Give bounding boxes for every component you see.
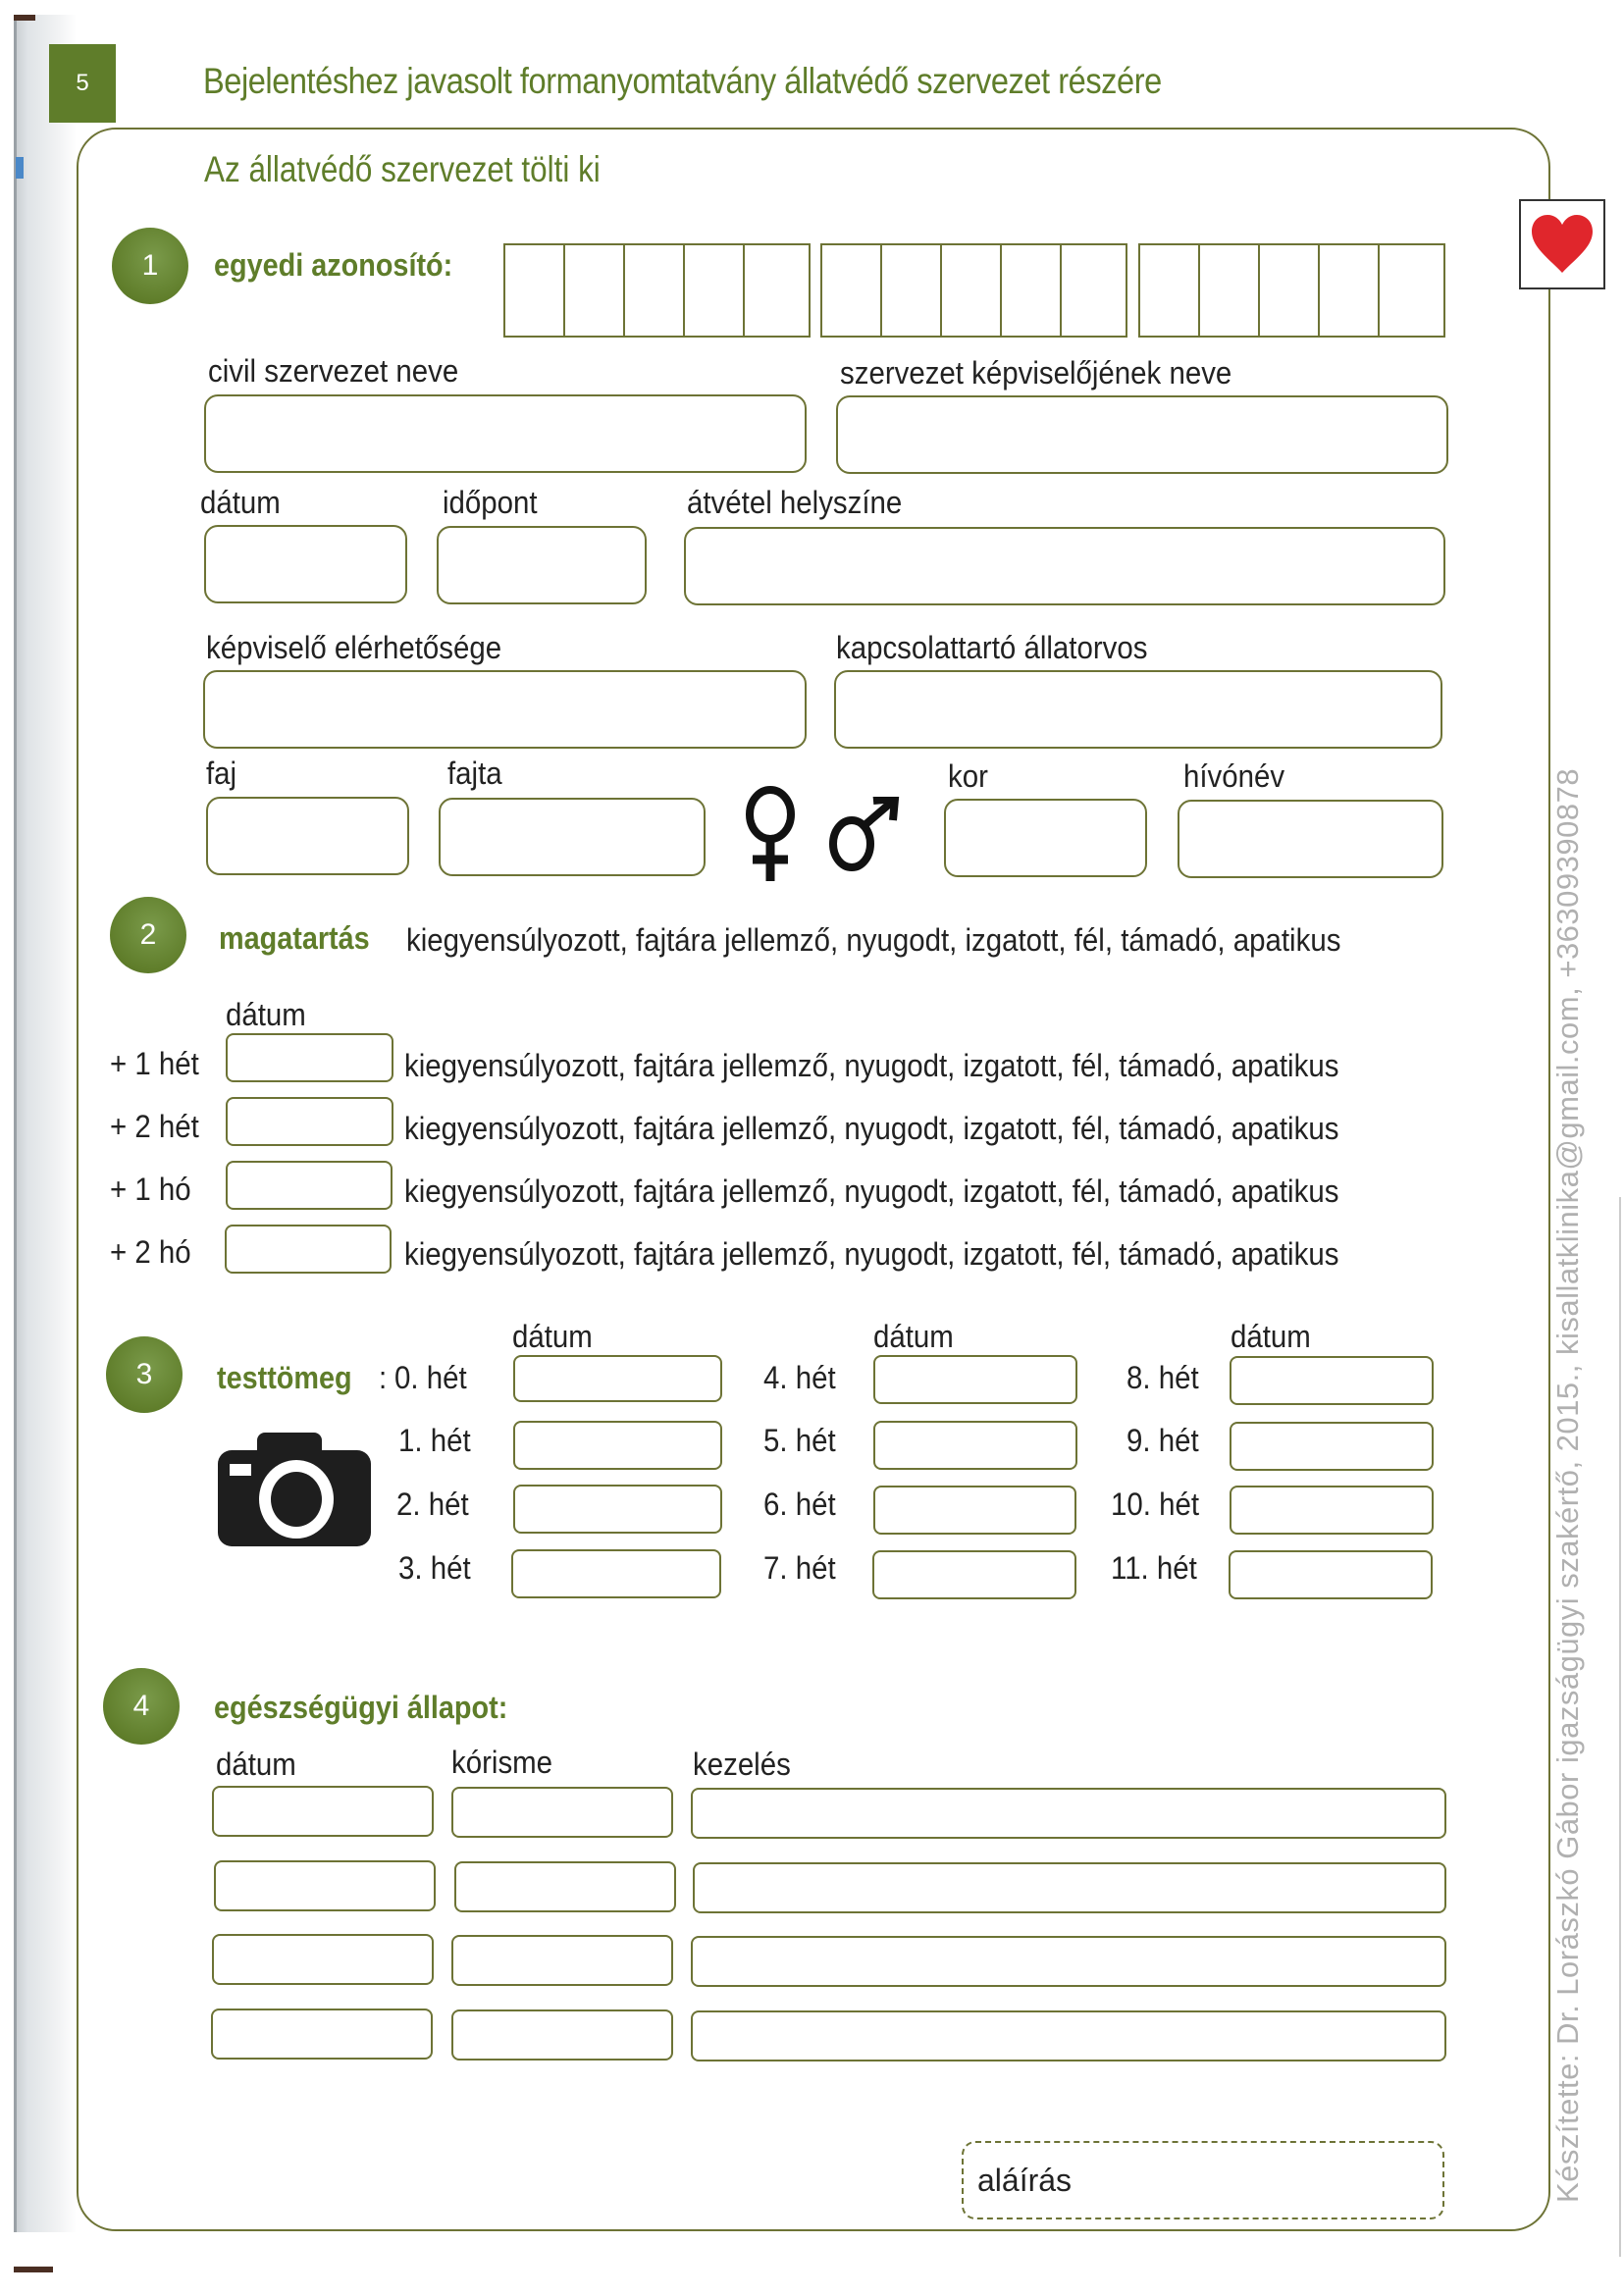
health-diagnosis-field-2[interactable] <box>454 1861 676 1912</box>
id-digit-box[interactable] <box>1062 245 1122 336</box>
female-symbol-icon[interactable] <box>736 785 805 883</box>
health-treatment-header: kezelés <box>693 1747 791 1782</box>
health-date-field-3[interactable] <box>212 1934 434 1985</box>
id-digit-box[interactable] <box>625 245 685 336</box>
health-diagnosis-field-4[interactable] <box>451 2009 673 2061</box>
week-3-label: 3. hét <box>398 1550 471 1586</box>
weight-date-header-1: dátum <box>512 1319 593 1354</box>
age-field[interactable] <box>944 799 1147 877</box>
health-date-field-1[interactable] <box>212 1786 434 1837</box>
week-6-field[interactable] <box>873 1486 1076 1535</box>
age-label: kor <box>948 758 988 794</box>
health-status-label: egészségügyi állapot: <box>214 1690 508 1725</box>
rep-name-label: szervezet képviselőjének neve <box>840 355 1232 391</box>
id-digit-box[interactable] <box>1260 245 1320 336</box>
health-diagnosis-field-1[interactable] <box>451 1787 673 1838</box>
week-1-field[interactable] <box>513 1421 722 1470</box>
org-name-field[interactable] <box>204 394 807 473</box>
id-group-1[interactable] <box>503 243 811 338</box>
health-treatment-field-4[interactable] <box>691 2010 1446 2061</box>
id-digit-box[interactable] <box>745 245 805 336</box>
behavior-date-field-3[interactable] <box>226 1161 393 1210</box>
health-diagnosis-header: kórisme <box>451 1745 553 1780</box>
behavior-date-field-1[interactable] <box>226 1033 393 1082</box>
spine-cover-top <box>14 15 35 21</box>
behavior-period-3: + 1 hó <box>110 1172 191 1207</box>
call-name-label: hívónév <box>1183 758 1285 794</box>
week-4-label: 4. hét <box>763 1360 836 1395</box>
week-9-field[interactable] <box>1230 1422 1434 1471</box>
week-10-label: 10. hét <box>1111 1487 1200 1522</box>
health-treatment-field-3[interactable] <box>691 1936 1446 1987</box>
signature-field[interactable] <box>962 2141 1444 2219</box>
behavior-period-4: + 2 hó <box>110 1234 191 1270</box>
behavior-options-4: kiegyensúlyozott, fajtára jellemző, nyugodt, izgatott, fél, támadó, apatikus <box>404 1236 1339 1272</box>
health-date-field-2[interactable] <box>214 1860 436 1911</box>
behavior-period-2: + 2 hét <box>110 1109 199 1144</box>
week-9-label: 9. hét <box>1126 1423 1199 1458</box>
week-5-label: 5. hét <box>763 1423 836 1458</box>
rep-name-field[interactable] <box>836 395 1448 474</box>
health-date-field-4[interactable] <box>211 2009 433 2060</box>
health-diagnosis-field-3[interactable] <box>451 1935 673 1986</box>
id-digit-box[interactable] <box>685 245 745 336</box>
id-digit-box[interactable] <box>565 245 625 336</box>
id-digit-box[interactable] <box>1320 245 1380 336</box>
week-1-label: 1. hét <box>398 1423 471 1458</box>
heart-tab <box>1519 199 1605 289</box>
breed-field[interactable] <box>439 798 706 876</box>
time-label: időpont <box>443 485 538 520</box>
signature-label: aláírás <box>977 2162 1073 2198</box>
week-0-label: 0. hét <box>394 1360 467 1395</box>
health-treatment-field-2[interactable] <box>693 1862 1446 1913</box>
id-digit-box[interactable] <box>822 245 882 336</box>
week-2-label: 2. hét <box>396 1487 469 1522</box>
species-field[interactable] <box>206 797 409 875</box>
section-3-badge: 3 <box>106 1336 183 1413</box>
week-4-field[interactable] <box>873 1355 1077 1404</box>
section-2-badge: 2 <box>110 897 186 973</box>
spine-bookmark <box>16 157 24 179</box>
id-digit-box[interactable] <box>942 245 1002 336</box>
id-group-2[interactable] <box>820 243 1127 338</box>
behavior-options: kiegyensúlyozott, fajtára jellemző, nyugodt, izgatott, fél, támadó, apatikus <box>406 922 1341 958</box>
week-3-field[interactable] <box>511 1549 721 1598</box>
spine-edge <box>14 15 17 2232</box>
behavior-date-header: dátum <box>226 997 306 1032</box>
spine-cover-bottom <box>14 2267 53 2272</box>
form-subtitle: Az állatvédő szervezet tölti ki <box>204 149 601 189</box>
body-weight-label: testtömeg <box>217 1360 352 1395</box>
health-treatment-field-1[interactable] <box>691 1788 1446 1839</box>
id-digit-box[interactable] <box>1002 245 1062 336</box>
rep-contact-label: képviselő elérhetősége <box>206 630 502 665</box>
week-7-field[interactable] <box>872 1550 1076 1599</box>
week-8-field[interactable] <box>1230 1356 1434 1405</box>
body-weight-separator: : <box>379 1360 388 1395</box>
section-4-badge: 4 <box>103 1668 180 1745</box>
id-group-3[interactable] <box>1138 243 1445 338</box>
book-spine <box>0 15 77 2232</box>
weight-date-header-3: dátum <box>1231 1319 1311 1354</box>
pickup-place-field[interactable] <box>684 527 1445 605</box>
behavior-date-field-2[interactable] <box>226 1097 393 1146</box>
week-8-label: 8. hét <box>1126 1360 1199 1395</box>
week-11-field[interactable] <box>1229 1550 1433 1599</box>
health-date-header: dátum <box>216 1747 296 1782</box>
section-1-badge: 1 <box>112 228 188 304</box>
week-6-label: 6. hét <box>763 1487 836 1522</box>
week-5-field[interactable] <box>873 1421 1077 1470</box>
week-10-field[interactable] <box>1230 1486 1434 1535</box>
breed-label: fajta <box>447 756 502 791</box>
org-name-label: civil szervezet neve <box>208 353 459 389</box>
week-0-field[interactable] <box>513 1355 722 1402</box>
behavior-period-1: + 1 hét <box>110 1046 199 1081</box>
id-digit-box[interactable] <box>1200 245 1260 336</box>
behavior-options-3: kiegyensúlyozott, fajtára jellemző, nyugodt, izgatott, fél, támadó, apatikus <box>404 1174 1339 1209</box>
date-label: dátum <box>200 485 281 520</box>
behavior-date-field-4[interactable] <box>225 1225 392 1274</box>
date-field[interactable] <box>204 525 407 603</box>
page-title: Bejelentéshez javasolt formanyomtatvány állatvédő szervezet részére <box>203 61 1162 101</box>
pickup-place-label: átvétel helyszíne <box>687 485 903 520</box>
id-digit-box[interactable] <box>1380 245 1440 336</box>
heart-icon <box>1530 214 1595 275</box>
male-symbol-icon[interactable] <box>822 797 901 875</box>
call-name-field[interactable] <box>1178 800 1443 878</box>
page-edge-rule <box>1619 1197 1621 2257</box>
species-label: faj <box>206 756 237 791</box>
week-7-label: 7. hét <box>763 1550 836 1586</box>
behavior-options-1: kiegyensúlyozott, fajtára jellemző, nyugodt, izgatott, fél, támadó, apatikus <box>404 1048 1339 1083</box>
id-digit-box[interactable] <box>882 245 942 336</box>
rep-contact-field[interactable] <box>203 670 807 749</box>
author-watermark: Készítette: Dr. Lorászkó Gábor igazságügyi szakértő, 2015., kisallatklinika@gmail.com, +36309390878 <box>1550 767 1585 2203</box>
week-2-field[interactable] <box>513 1485 722 1534</box>
week-11-label: 11. hét <box>1111 1550 1197 1586</box>
camera-icon <box>218 1431 371 1546</box>
behavior-label: magatartás <box>219 920 370 956</box>
unique-id-label: egyedi azonosító: <box>214 247 453 283</box>
time-field[interactable] <box>437 526 647 604</box>
id-digit-box[interactable] <box>1140 245 1200 336</box>
behavior-options-2: kiegyensúlyozott, fajtára jellemző, nyugodt, izgatott, fél, támadó, apatikus <box>404 1111 1339 1146</box>
chapter-number-badge: 5 <box>49 44 116 123</box>
vet-contact-label: kapcsolattartó állatorvos <box>836 630 1148 665</box>
id-digit-box[interactable] <box>505 245 565 336</box>
weight-date-header-2: dátum <box>873 1319 954 1354</box>
vet-contact-field[interactable] <box>834 670 1442 749</box>
